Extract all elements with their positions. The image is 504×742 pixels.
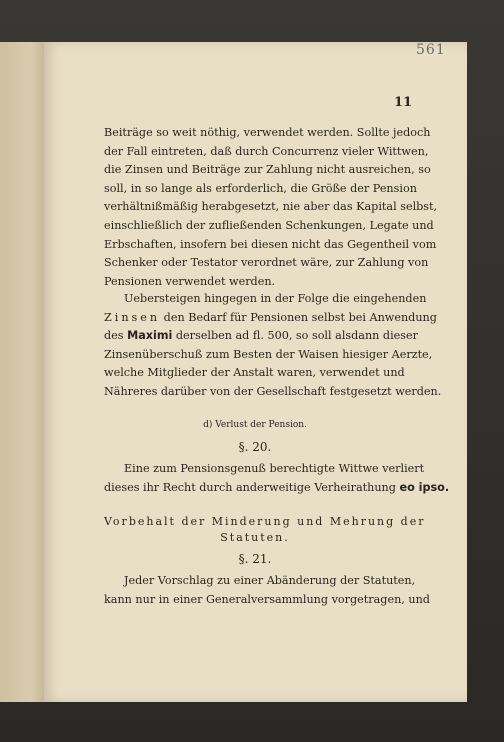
text-line: Uebersteigen hingegen in der Folge die eingehenden (124, 292, 427, 305)
text-line: Nähreres darüber von der Gesellschaft festgesetzt werden. (104, 384, 442, 398)
page-number: 11 (394, 95, 413, 110)
paragraph-loss-of-pension (104, 460, 450, 497)
text-line: die Zinsen und Beiträge zur Zahlung nicht ausreichen, so (104, 163, 431, 177)
text-line: Schenker oder Testator verordnet wäre, zur Zahlung von (104, 256, 429, 270)
handwritten-page-number: 561 (416, 42, 446, 58)
text-span: den Bedarf für Pensionen selbst bei Anwendung (160, 310, 437, 324)
latin-term: eo ipso. (399, 480, 450, 494)
text-line: Beiträge so weit nöthig, verwendet werden. Sollte jedoch (104, 126, 431, 139)
text-line (104, 327, 419, 346)
text-line (104, 479, 450, 498)
paragraph-interest-surplus (104, 290, 442, 402)
paragraph-number-21: §. 21. (238, 552, 272, 566)
text-line: Erbschaften, insofern bei diesen nicht das Gegentheil vom (104, 237, 437, 251)
text-line (104, 309, 437, 328)
text-line: Eine zum Pensionsgenuß berechtigte Wittwe verliert (124, 462, 425, 475)
text-line: soll, in so lange als erforderlich, die Größe der Pension (104, 181, 417, 195)
heading-line: Vorbehalt der Minderung und Mehrung der (104, 515, 426, 528)
paragraph-number-20: §. 20. (238, 440, 272, 454)
section-heading-amendment (104, 514, 426, 546)
text-line: der Fall eintreten, daß durch Concurrenz vieler Wittwen, (104, 144, 429, 158)
text-span: derselben ad fl. 500, so soll alsdann dieser (172, 329, 419, 343)
text-line: kann nur in einer Generalversammlung vorgetragen, und (104, 592, 430, 606)
text-line: Zinsenüberschuß zum Besten der Waisen hiesiger Aerzte, (104, 347, 433, 361)
heading-line: Statuten. (220, 531, 290, 544)
text-line: einschließlich der zufließenden Schenkungen, Legate und (104, 218, 434, 232)
section-heading-loss-of-pension: d) Verlust der Pension. (203, 420, 307, 430)
text-line: verhältnißmäßig herabgesetzt, nie aber das Kapital selbst, (104, 200, 438, 214)
paragraph-amendment-proposal (104, 572, 430, 609)
left-page-edge (0, 42, 45, 702)
text-line: Jeder Vorschlag zu einer Abänderung der Statuten, (124, 574, 416, 587)
latin-term: Maximi (127, 329, 173, 343)
paragraph-pension-funding (104, 124, 438, 291)
text-line: Pensionen verwendet werden. (104, 274, 276, 288)
text-span: des (104, 329, 128, 343)
emphasized-word: Zinsen (104, 310, 161, 324)
text-line: welche Mitglieder der Anstalt waren, verwendet und (104, 366, 405, 380)
text-span: dieses ihr Recht durch anderweitige Verheirathung (104, 480, 400, 494)
